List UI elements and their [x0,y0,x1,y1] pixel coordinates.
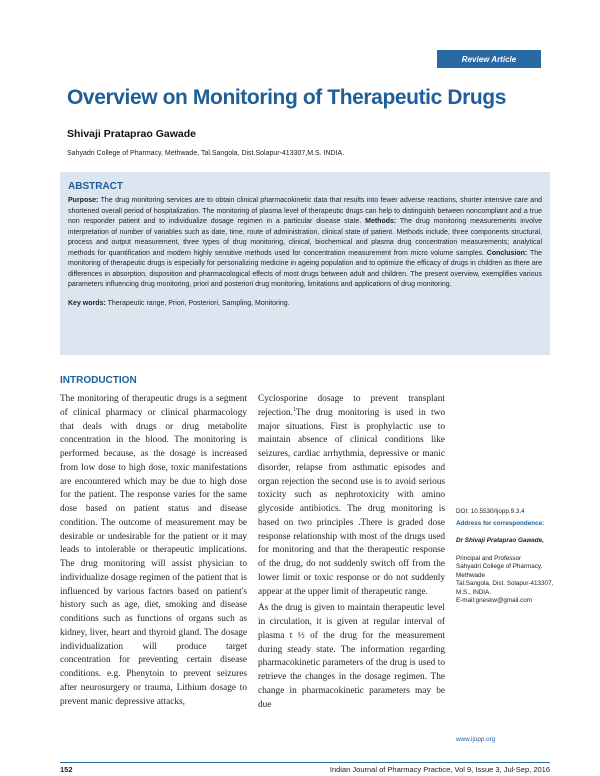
abstract-heading: ABSTRACT [68,181,123,192]
intro-paragraph-3: As the drug is given to maintain therapeutic level in circulation, it is given at regular interval of plasma t ½ of the drug for the measurement during steady state. The information regarding pharmacokinetic parameters of the drug is used to retrieve the changes in the dosage regimen. The change in pharmacokinetic parameters may be due [258,603,445,710]
author-name: Shivaji Prataprao Gawade [67,128,196,140]
abstract-conclusion-label: Conclusion: [486,249,528,257]
abstract-methods-text: The drug monitoring measurements involve interpretation of number of variables such as date, time, route of administration, clinical state of patient. Methods include, three components structural, process and output measurement, three types of drug monitoring, clinical, biochemical and plasma drug concentration measurements; analytical methods for quantification and modern highly sensitive methods used for concentration measurement from micro volume samples. [68,218,543,257]
intro-paragraph-2 [258,393,445,599]
keywords-text: Therapeutic range, Priori, Posteriori, Sampling, Monitoring. [107,299,290,307]
correspondence-line-3: Tal.Sangola, Dist. Solapur-413307, M.S., INDIA. [456,580,554,596]
citation-1: 1 [292,406,296,413]
correspondence-name: Dr Shivaji Prataprao Gawade, [456,537,544,544]
abstract-text [68,196,542,291]
body-column-1 [60,393,247,709]
correspondence-address [456,555,556,605]
footer-rule [60,762,550,763]
abstract-box [60,172,550,355]
keywords-label: Key words: [68,299,106,307]
doi[interactable]: DOI: 10.5530/Ijopp.9.3.4 [456,508,525,515]
correspondence-email[interactable]: E-mail:gneskw@gmail.com [456,597,533,605]
correspondence-heading: Address for correspondence: [456,520,545,527]
article-type-badge: Review Article [437,50,541,68]
footer-journal-citation: Indian Journal of Pharmacy Practice, Vol 9, Issue 3, Jul-Sep, 2016 [329,765,550,774]
intro-paragraph-1: The monitoring of therapeutic drugs is a segment of clinical pharmacy or clinical pharmacology that deals with drugs or drug metabolite concentration in the blood. The monitoring is performed because, as the dosage is increased from low dose to high dose, toxic manifestations are encountered which may be due to high dose for the patient. The response varies for the same dose based on patient status and disease condition. The outcome of measurement may be desirable or undesirable for the patient or it may leads to intolerable or therapeutic implications. The drug monitoring will assist physician to individualize dosage regimen of the patient that is influenced by various factors based on patient's history such as age, diet, smoking and disease conditions such as functions of organs such as kidney, liver, heart and thyroid gland. The dosage individualization will produce target concentration for preventing certain disease conditions. e.g. Phenytoin to prevent seizures after neurosurgery or trauma, Lithium dosage to prevent manic depressive attacks, [60,394,247,707]
intro-paragraph-2-start: Cyclosporine dosage to prevent transplant rejection. [258,394,445,418]
body-column-2 [258,393,445,712]
abstract-methods-label: Methods: [365,218,397,226]
abstract-purpose-label: Purpose: [68,197,99,204]
correspondence-line-1: Principal and Professor [456,555,522,562]
intro-paragraph-2-rest: The drug monitoring is used in two major situations. First is prophylactic use to maintain absence of clinical conditions like seizures, cardiac arrhythmia, depressive or manic disorder, relapse from asthmatic episodes and organ rejection the second use is to avoid serious toxicity such as nephrotoxicity with amino glycoside antibiotics. The drug monitoring is based on two principles .There is graded dose response relationship with most of the drugs used for monitoring and that the therapeutic response of the drug, do not suddenly switch off from the lower limit or toxic response or do not suddenly appear at the upper limit of therapeutic range. [258,407,445,597]
journal-url[interactable]: www.ijopp.org [456,736,496,743]
page-number: 152 [60,765,73,774]
abstract-conclusion-text: The monitoring of therapeutic drugs is especially for personalizing medicine in ageing population and to optimize the efficacy of drugs in children as there are differences in absorption, disposition and pharmacological effects of most drugs between adult and children. The present overview, exemplifies various parameters influencing drug monitoring, priori and posteriori drug monitoring, limitations and applications of drug monitoring. [68,249,542,289]
abstract-purpose-text: The drug monitoring services are to obtain clinical pharmacokinetic data that results into fewer adverse reactions, shorter intensive care and shortened overall period of hospitalization. The monitoring of plasma level of therapeutic drugs can help to distinguish between noncompliant and a true non responder patient and to individualize dosage regimen in a particular disease state. [68,197,542,226]
article-title: Overview on Monitoring of Therapeutic Drugs [67,86,507,109]
correspondence-line-2: Sahyadri College of Pharmacy, Methwade [456,563,543,579]
introduction-heading: INTRODUCTION [60,375,137,386]
keywords [68,300,542,307]
author-affiliation: Sahyadri College of Pharmacy, Methwade, Tal.Sangola, Dist.Solapur-413307,M.S. INDIA. [67,150,345,157]
